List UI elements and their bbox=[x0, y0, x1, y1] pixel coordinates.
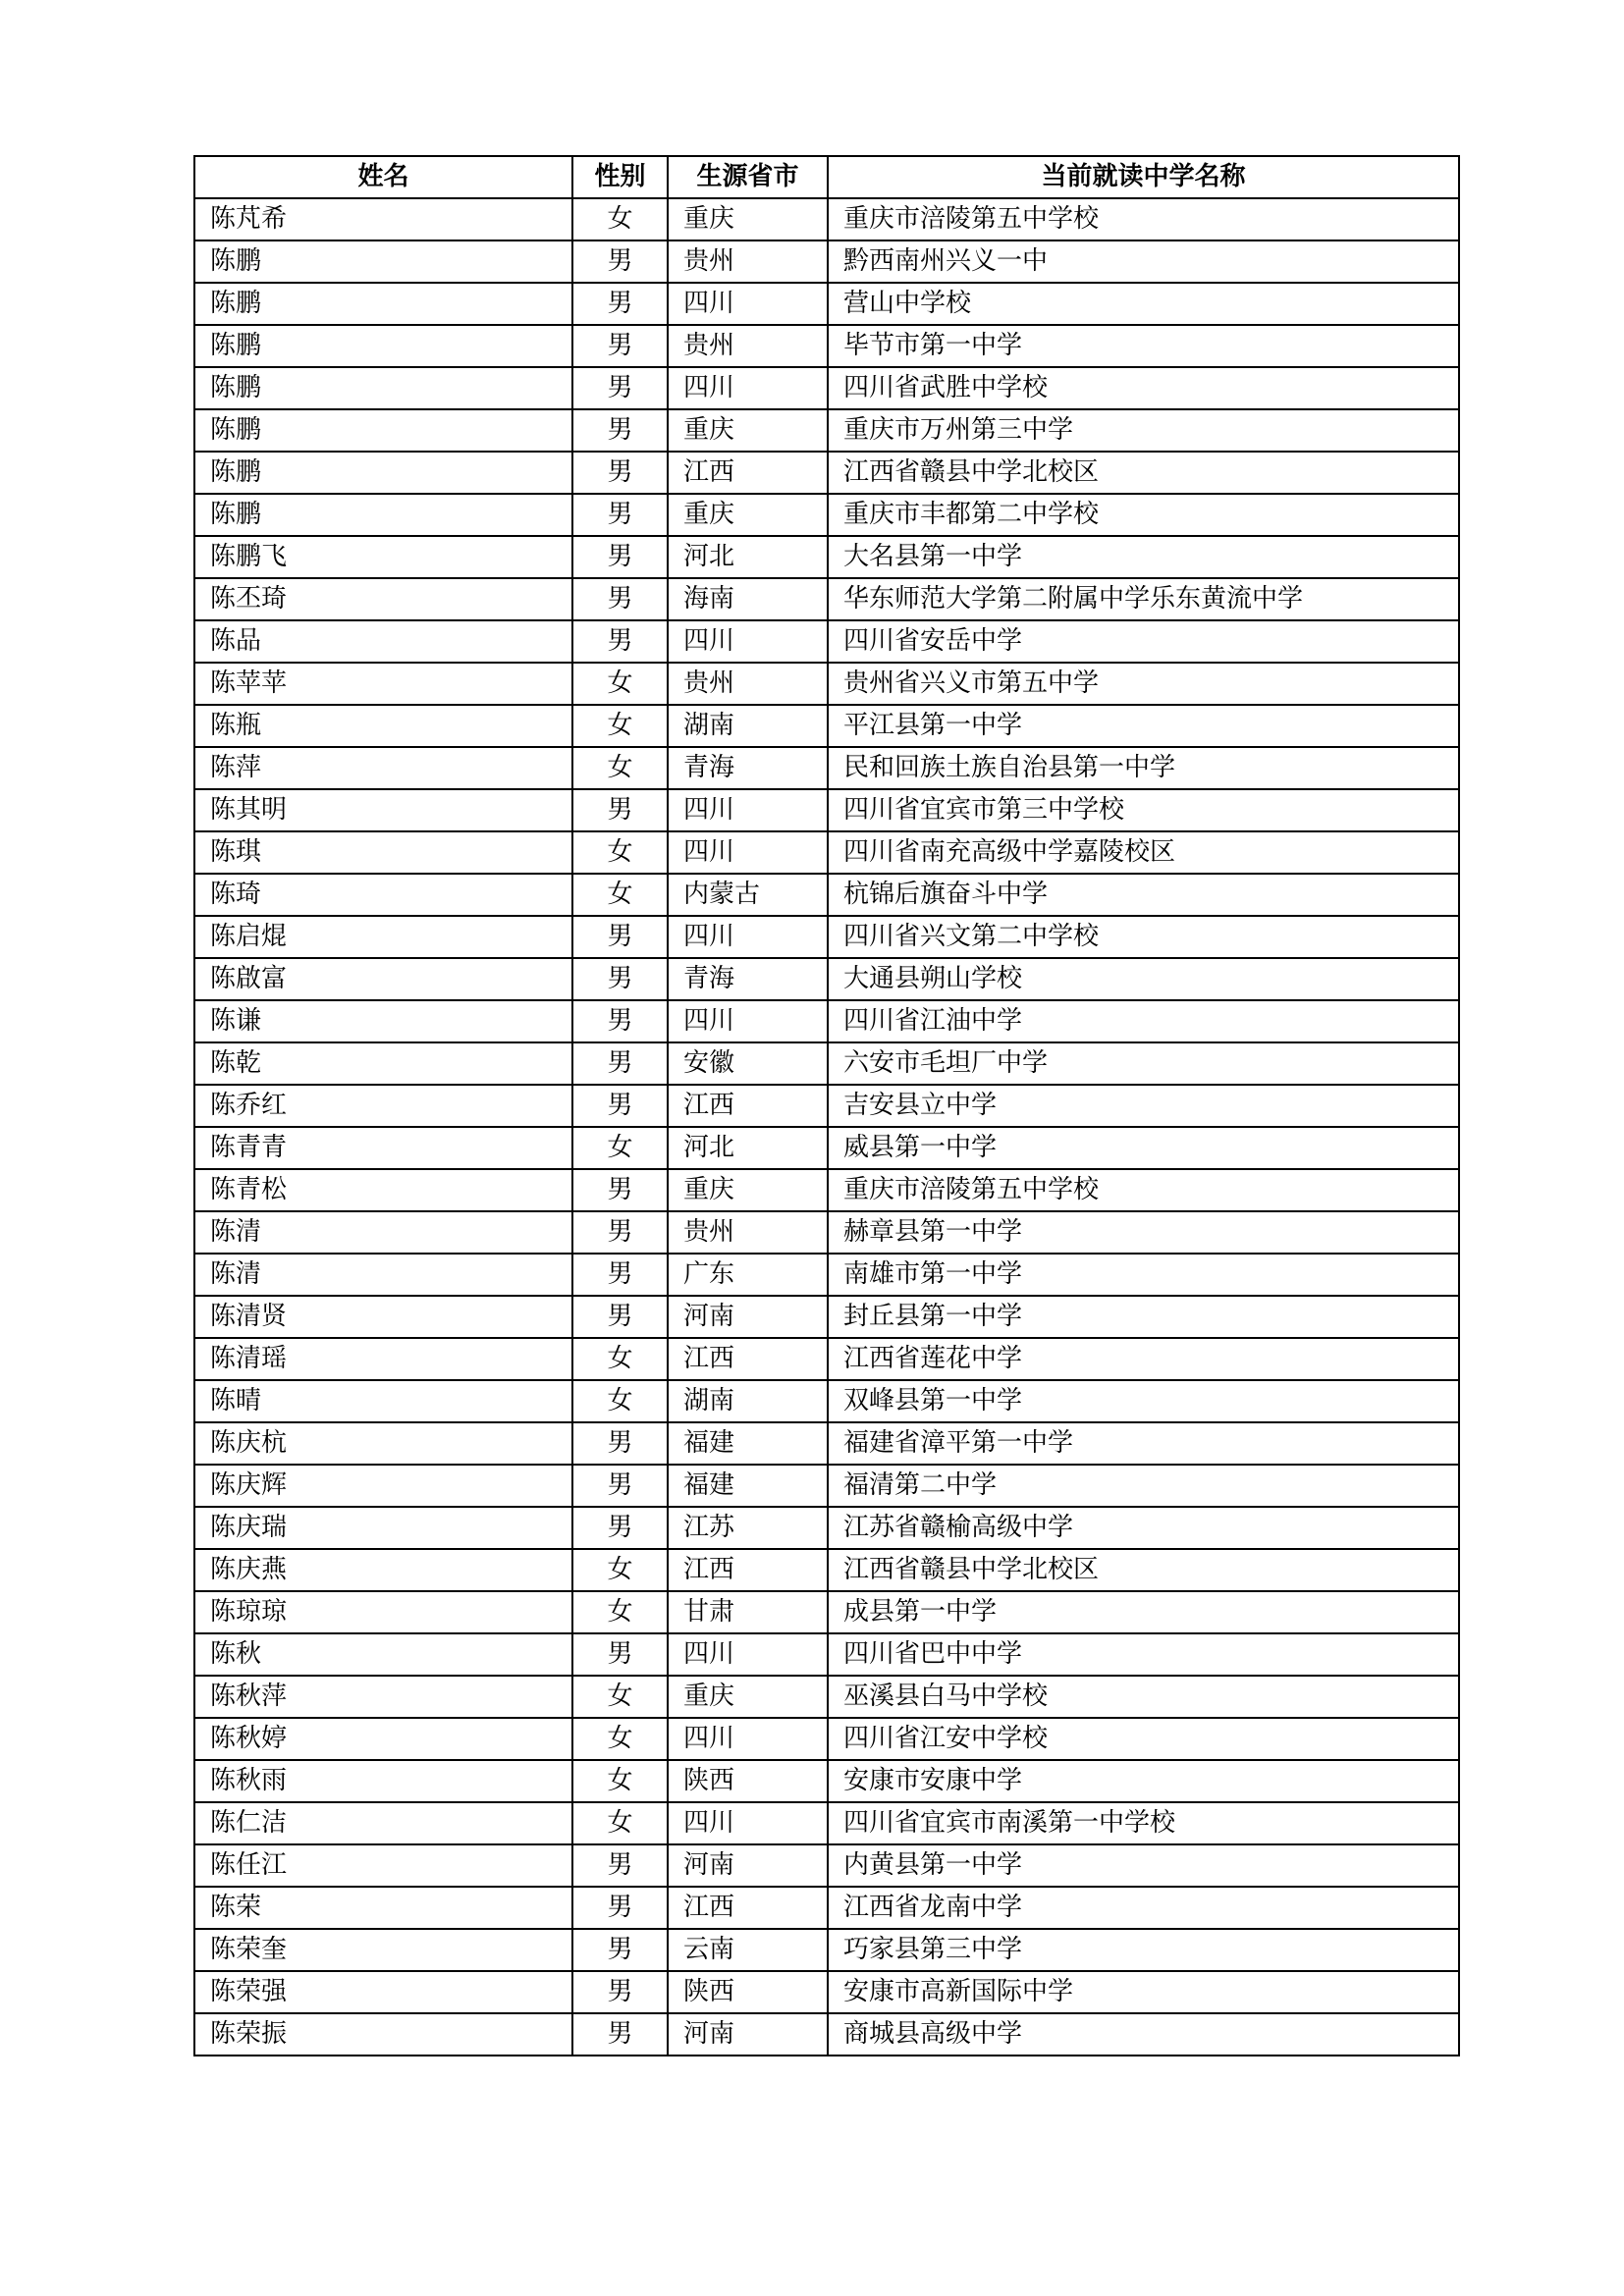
cell-gender: 男 bbox=[572, 789, 668, 831]
cell-gender: 男 bbox=[572, 958, 668, 1000]
cell-gender: 男 bbox=[572, 283, 668, 325]
cell-gender: 男 bbox=[572, 536, 668, 578]
cell-province: 江西 bbox=[668, 1085, 828, 1127]
cell-name: 陈清贤 bbox=[194, 1296, 572, 1338]
cell-name: 陈萍 bbox=[194, 747, 572, 789]
cell-name: 陈其明 bbox=[194, 789, 572, 831]
cell-name: 陈秋婷 bbox=[194, 1718, 572, 1760]
table-row bbox=[194, 452, 1459, 494]
table-row bbox=[194, 240, 1459, 283]
table-header-row bbox=[194, 156, 1459, 198]
cell-province: 四川 bbox=[668, 283, 828, 325]
cell-school: 江苏省赣榆高级中学 bbox=[828, 1507, 1459, 1549]
cell-school: 大名县第一中学 bbox=[828, 536, 1459, 578]
cell-name: 陈琪 bbox=[194, 831, 572, 874]
cell-school: 四川省宜宾市第三中学校 bbox=[828, 789, 1459, 831]
cell-province: 四川 bbox=[668, 831, 828, 874]
cell-gender: 女 bbox=[572, 1718, 668, 1760]
cell-name: 陈丕琦 bbox=[194, 578, 572, 620]
cell-gender: 女 bbox=[572, 1338, 668, 1380]
cell-school: 杭锦后旗奋斗中学 bbox=[828, 874, 1459, 916]
cell-name: 陈品 bbox=[194, 620, 572, 663]
cell-province: 江西 bbox=[668, 1887, 828, 1929]
cell-school: 南雄市第一中学 bbox=[828, 1254, 1459, 1296]
cell-school: 江西省赣县中学北校区 bbox=[828, 1549, 1459, 1591]
cell-gender: 女 bbox=[572, 1676, 668, 1718]
cell-name: 陈鹏 bbox=[194, 494, 572, 536]
cell-name: 陈鹏飞 bbox=[194, 536, 572, 578]
cell-gender: 男 bbox=[572, 1085, 668, 1127]
cell-gender: 男 bbox=[572, 1844, 668, 1887]
table-row bbox=[194, 1591, 1459, 1633]
cell-gender: 男 bbox=[572, 452, 668, 494]
cell-name: 陈荣 bbox=[194, 1887, 572, 1929]
cell-gender: 男 bbox=[572, 494, 668, 536]
table-row bbox=[194, 1211, 1459, 1254]
cell-school: 安康市高新国际中学 bbox=[828, 1971, 1459, 2013]
table-row bbox=[194, 1422, 1459, 1465]
cell-gender: 男 bbox=[572, 240, 668, 283]
cell-name: 陈荣强 bbox=[194, 1971, 572, 2013]
cell-province: 内蒙古 bbox=[668, 874, 828, 916]
cell-name: 陈啟富 bbox=[194, 958, 572, 1000]
cell-school: 成县第一中学 bbox=[828, 1591, 1459, 1633]
cell-name: 陈琼琼 bbox=[194, 1591, 572, 1633]
header-gender: 性别 bbox=[572, 156, 668, 198]
cell-school: 江西省莲花中学 bbox=[828, 1338, 1459, 1380]
cell-name: 陈庆辉 bbox=[194, 1465, 572, 1507]
cell-province: 陕西 bbox=[668, 1971, 828, 2013]
cell-gender: 女 bbox=[572, 1127, 668, 1169]
table-row bbox=[194, 1887, 1459, 1929]
cell-school: 双峰县第一中学 bbox=[828, 1380, 1459, 1422]
table-row bbox=[194, 1380, 1459, 1422]
cell-school: 封丘县第一中学 bbox=[828, 1296, 1459, 1338]
cell-province: 海南 bbox=[668, 578, 828, 620]
cell-school: 赫章县第一中学 bbox=[828, 1211, 1459, 1254]
cell-gender: 男 bbox=[572, 1254, 668, 1296]
cell-gender: 男 bbox=[572, 620, 668, 663]
cell-name: 陈清 bbox=[194, 1254, 572, 1296]
cell-province: 福建 bbox=[668, 1465, 828, 1507]
cell-province: 福建 bbox=[668, 1422, 828, 1465]
cell-school: 商城县高级中学 bbox=[828, 2013, 1459, 2056]
cell-province: 安徽 bbox=[668, 1042, 828, 1085]
cell-school: 四川省武胜中学校 bbox=[828, 367, 1459, 409]
cell-school: 六安市毛坦厂中学 bbox=[828, 1042, 1459, 1085]
cell-school: 江西省赣县中学北校区 bbox=[828, 452, 1459, 494]
cell-province: 云南 bbox=[668, 1929, 828, 1971]
table-row bbox=[194, 1844, 1459, 1887]
cell-school: 四川省安岳中学 bbox=[828, 620, 1459, 663]
cell-school: 福清第二中学 bbox=[828, 1465, 1459, 1507]
table-row bbox=[194, 409, 1459, 452]
cell-school: 毕节市第一中学 bbox=[828, 325, 1459, 367]
cell-school: 民和回族土族自治县第一中学 bbox=[828, 747, 1459, 789]
cell-name: 陈鹏 bbox=[194, 367, 572, 409]
cell-gender: 男 bbox=[572, 1169, 668, 1211]
table-row bbox=[194, 705, 1459, 747]
cell-gender: 女 bbox=[572, 1549, 668, 1591]
cell-province: 四川 bbox=[668, 620, 828, 663]
cell-school: 四川省江油中学 bbox=[828, 1000, 1459, 1042]
cell-name: 陈鹏 bbox=[194, 325, 572, 367]
cell-gender: 男 bbox=[572, 578, 668, 620]
cell-gender: 女 bbox=[572, 198, 668, 240]
cell-name: 陈瓶 bbox=[194, 705, 572, 747]
cell-gender: 女 bbox=[572, 874, 668, 916]
cell-province: 广东 bbox=[668, 1254, 828, 1296]
table-row bbox=[194, 1676, 1459, 1718]
cell-province: 四川 bbox=[668, 789, 828, 831]
cell-province: 青海 bbox=[668, 747, 828, 789]
cell-school: 贵州省兴义市第五中学 bbox=[828, 663, 1459, 705]
cell-gender: 男 bbox=[572, 1296, 668, 1338]
cell-gender: 女 bbox=[572, 705, 668, 747]
cell-province: 重庆 bbox=[668, 494, 828, 536]
cell-name: 陈秋 bbox=[194, 1633, 572, 1676]
table-row bbox=[194, 1254, 1459, 1296]
table-row bbox=[194, 494, 1459, 536]
cell-gender: 男 bbox=[572, 1971, 668, 2013]
cell-school: 威县第一中学 bbox=[828, 1127, 1459, 1169]
cell-name: 陈谦 bbox=[194, 1000, 572, 1042]
cell-province: 河北 bbox=[668, 536, 828, 578]
table-row bbox=[194, 1760, 1459, 1802]
table-row bbox=[194, 747, 1459, 789]
header-province: 生源省市 bbox=[668, 156, 828, 198]
cell-gender: 男 bbox=[572, 1042, 668, 1085]
cell-gender: 男 bbox=[572, 1422, 668, 1465]
table-row bbox=[194, 283, 1459, 325]
cell-province: 江西 bbox=[668, 1549, 828, 1591]
cell-province: 贵州 bbox=[668, 240, 828, 283]
cell-province: 重庆 bbox=[668, 1676, 828, 1718]
cell-gender: 女 bbox=[572, 1802, 668, 1844]
cell-name: 陈琦 bbox=[194, 874, 572, 916]
cell-name: 陈庆杭 bbox=[194, 1422, 572, 1465]
cell-province: 四川 bbox=[668, 1000, 828, 1042]
cell-province: 河南 bbox=[668, 1844, 828, 1887]
table-row bbox=[194, 831, 1459, 874]
cell-gender: 男 bbox=[572, 1887, 668, 1929]
cell-school: 内黄县第一中学 bbox=[828, 1844, 1459, 1887]
table-row bbox=[194, 1296, 1459, 1338]
table-row bbox=[194, 874, 1459, 916]
table-row bbox=[194, 1000, 1459, 1042]
table-row bbox=[194, 1169, 1459, 1211]
cell-province: 陕西 bbox=[668, 1760, 828, 1802]
table-row bbox=[194, 325, 1459, 367]
cell-name: 陈秋萍 bbox=[194, 1676, 572, 1718]
cell-gender: 男 bbox=[572, 1211, 668, 1254]
cell-school: 重庆市涪陵第五中学校 bbox=[828, 198, 1459, 240]
table-row bbox=[194, 663, 1459, 705]
cell-school: 安康市安康中学 bbox=[828, 1760, 1459, 1802]
cell-school: 重庆市涪陵第五中学校 bbox=[828, 1169, 1459, 1211]
table-row bbox=[194, 578, 1459, 620]
cell-gender: 男 bbox=[572, 1507, 668, 1549]
table-row bbox=[194, 1549, 1459, 1591]
cell-name: 陈鹏 bbox=[194, 283, 572, 325]
cell-province: 河北 bbox=[668, 1127, 828, 1169]
cell-school: 吉安县立中学 bbox=[828, 1085, 1459, 1127]
cell-name: 陈清瑶 bbox=[194, 1338, 572, 1380]
table-row bbox=[194, 1929, 1459, 1971]
cell-province: 甘肃 bbox=[668, 1591, 828, 1633]
cell-name: 陈庆燕 bbox=[194, 1549, 572, 1591]
cell-name: 陈任江 bbox=[194, 1844, 572, 1887]
cell-name: 陈鹏 bbox=[194, 452, 572, 494]
cell-school: 江西省龙南中学 bbox=[828, 1887, 1459, 1929]
cell-name: 陈仁洁 bbox=[194, 1802, 572, 1844]
table-row bbox=[194, 198, 1459, 240]
cell-province: 四川 bbox=[668, 1802, 828, 1844]
table-row bbox=[194, 1971, 1459, 2013]
cell-province: 江西 bbox=[668, 452, 828, 494]
table-row bbox=[194, 1127, 1459, 1169]
cell-province: 四川 bbox=[668, 1718, 828, 1760]
cell-name: 陈乔红 bbox=[194, 1085, 572, 1127]
cell-province: 重庆 bbox=[668, 198, 828, 240]
cell-name: 陈青松 bbox=[194, 1169, 572, 1211]
table-row bbox=[194, 958, 1459, 1000]
cell-school: 福建省漳平第一中学 bbox=[828, 1422, 1459, 1465]
header-name: 姓名 bbox=[194, 156, 572, 198]
cell-province: 四川 bbox=[668, 367, 828, 409]
cell-school: 重庆市丰都第二中学校 bbox=[828, 494, 1459, 536]
cell-name: 陈清 bbox=[194, 1211, 572, 1254]
table-body bbox=[194, 198, 1459, 2056]
cell-name: 陈秋雨 bbox=[194, 1760, 572, 1802]
cell-school: 四川省宜宾市南溪第一中学校 bbox=[828, 1802, 1459, 1844]
cell-school: 四川省巴中中学 bbox=[828, 1633, 1459, 1676]
cell-school: 四川省江安中学校 bbox=[828, 1718, 1459, 1760]
cell-gender: 女 bbox=[572, 831, 668, 874]
cell-province: 贵州 bbox=[668, 663, 828, 705]
cell-province: 四川 bbox=[668, 1633, 828, 1676]
cell-gender: 男 bbox=[572, 1633, 668, 1676]
cell-school: 重庆市万州第三中学 bbox=[828, 409, 1459, 452]
header-school: 当前就读中学名称 bbox=[828, 156, 1459, 198]
cell-gender: 男 bbox=[572, 2013, 668, 2056]
cell-name: 陈荣奎 bbox=[194, 1929, 572, 1971]
cell-gender: 女 bbox=[572, 747, 668, 789]
cell-gender: 男 bbox=[572, 916, 668, 958]
cell-name: 陈庆瑞 bbox=[194, 1507, 572, 1549]
cell-gender: 女 bbox=[572, 663, 668, 705]
table-row bbox=[194, 1338, 1459, 1380]
table-row bbox=[194, 789, 1459, 831]
table-row bbox=[194, 620, 1459, 663]
cell-name: 陈启焜 bbox=[194, 916, 572, 958]
cell-school: 大通县朔山学校 bbox=[828, 958, 1459, 1000]
cell-province: 贵州 bbox=[668, 1211, 828, 1254]
cell-province: 河南 bbox=[668, 2013, 828, 2056]
cell-school: 四川省南充高级中学嘉陵校区 bbox=[828, 831, 1459, 874]
table-row bbox=[194, 1802, 1459, 1844]
table-row bbox=[194, 367, 1459, 409]
cell-school: 华东师范大学第二附属中学乐东黄流中学 bbox=[828, 578, 1459, 620]
table-row bbox=[194, 916, 1459, 958]
cell-province: 四川 bbox=[668, 916, 828, 958]
table-row bbox=[194, 2013, 1459, 2056]
cell-gender: 男 bbox=[572, 1929, 668, 1971]
student-roster-table bbox=[193, 155, 1460, 2056]
table-row bbox=[194, 1042, 1459, 1085]
cell-gender: 男 bbox=[572, 1465, 668, 1507]
cell-province: 江苏 bbox=[668, 1507, 828, 1549]
table-row bbox=[194, 1633, 1459, 1676]
cell-province: 湖南 bbox=[668, 1380, 828, 1422]
cell-gender: 女 bbox=[572, 1760, 668, 1802]
cell-gender: 女 bbox=[572, 1380, 668, 1422]
cell-province: 贵州 bbox=[668, 325, 828, 367]
cell-school: 黔西南州兴义一中 bbox=[828, 240, 1459, 283]
cell-province: 青海 bbox=[668, 958, 828, 1000]
cell-name: 陈乾 bbox=[194, 1042, 572, 1085]
cell-name: 陈青青 bbox=[194, 1127, 572, 1169]
table-row bbox=[194, 1465, 1459, 1507]
cell-name: 陈鹏 bbox=[194, 409, 572, 452]
cell-name: 陈晴 bbox=[194, 1380, 572, 1422]
table-row bbox=[194, 1507, 1459, 1549]
cell-name: 陈荣振 bbox=[194, 2013, 572, 2056]
table-row bbox=[194, 1085, 1459, 1127]
cell-province: 湖南 bbox=[668, 705, 828, 747]
cell-province: 江西 bbox=[668, 1338, 828, 1380]
cell-province: 重庆 bbox=[668, 409, 828, 452]
cell-gender: 男 bbox=[572, 367, 668, 409]
cell-province: 河南 bbox=[668, 1296, 828, 1338]
cell-school: 平江县第一中学 bbox=[828, 705, 1459, 747]
cell-name: 陈鹏 bbox=[194, 240, 572, 283]
cell-gender: 男 bbox=[572, 409, 668, 452]
cell-gender: 女 bbox=[572, 1591, 668, 1633]
cell-school: 营山中学校 bbox=[828, 283, 1459, 325]
cell-name: 陈苹苹 bbox=[194, 663, 572, 705]
cell-name: 陈芃希 bbox=[194, 198, 572, 240]
table-row bbox=[194, 536, 1459, 578]
cell-province: 重庆 bbox=[668, 1169, 828, 1211]
cell-school: 巫溪县白马中学校 bbox=[828, 1676, 1459, 1718]
table-row bbox=[194, 1718, 1459, 1760]
cell-gender: 男 bbox=[572, 325, 668, 367]
cell-school: 巧家县第三中学 bbox=[828, 1929, 1459, 1971]
cell-gender: 男 bbox=[572, 1000, 668, 1042]
cell-school: 四川省兴文第二中学校 bbox=[828, 916, 1459, 958]
